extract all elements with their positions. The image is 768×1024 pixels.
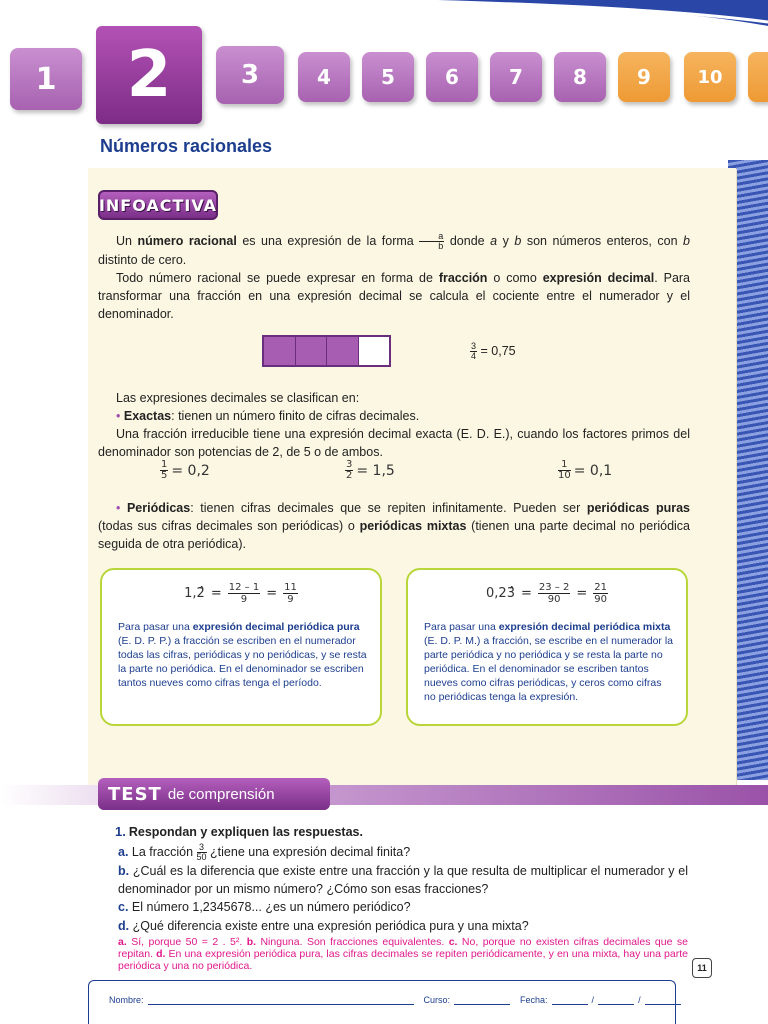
answers-block: a. Sí, porque 50 = 2 . 5². b. Ninguna. Son fracciones equivalentes. c. No, porque no existen cifras decimales que se repitan. d. En una expresión periódica pura, las cifras decimales se repiten periódicamente, y en una mixta, hay una parte periódica y una no periódica. (118, 936, 688, 972)
mixed-periodic-equation: 0,23̂ = $\frac{23 - 2}{90}$ = $\frac{21}{90}$ (486, 582, 607, 605)
pure-periodic-explanation: Para pasar una expresión decimal periódica pura (E. D. P. P.) a fracción se escriben en el numerador todas las cifras, periódicas y no periódicas, y se resta la parte no periódica. En el denominador se escriben tantos nueves como cifras tenga el período. (118, 621, 367, 689)
test-badge: TEST de comprensión (98, 778, 330, 810)
tab-chapter-6[interactable]: 6 (426, 52, 478, 102)
tab-chapter-1[interactable]: 1 (10, 48, 82, 110)
date-month-field[interactable] (598, 995, 634, 1005)
box-pure-periodic (100, 568, 382, 726)
tab-chapter-4[interactable]: 4 (298, 52, 350, 102)
question-1-title: 1. Respondan y expliquen las respuestas. (115, 824, 363, 839)
example-one-fifth: $\frac{1}{5}$ = 0,2 (161, 459, 210, 481)
tab-chapter-next-partial[interactable] (748, 52, 768, 102)
question-1d: d. ¿Qué diferencia existe entre una expresión periódica pura y una mixta? (118, 919, 529, 933)
course-field[interactable] (454, 995, 510, 1005)
paragraph-periodic: • Periódicas: tienen cifras decimales que se repiten infinitamente. Pueden ser periódicas puras (todas sus cifras decimales son periódicas) o periódicas mixtas (tienen una parte decimal no periódica seguida de otra periódica). (98, 501, 691, 551)
three-quarters-equation: $\frac{3}{4}$ = 0,75 (471, 341, 516, 361)
example-one-tenth: $\frac{1}{10}$ = 0,1 (558, 459, 613, 481)
pure-periodic-equation: 1,2̂ = $\frac{12 - 1}{9}$ = $\frac{11}{9}$ (184, 582, 297, 605)
tab-chapter-8[interactable]: 8 (554, 52, 606, 102)
tab-chapter-10[interactable]: 10 (684, 52, 736, 102)
course-label: Curso: (423, 995, 451, 1005)
student-info-footer (88, 980, 676, 1024)
chapter-title: Números racionales (100, 136, 273, 156)
mixed-periodic-explanation: Para pasar una expresión decimal periódica mixta (E. D. P. M.) a fracción, se escribe en el numerador la parte periódica y no periódica y se resta la parte no periódica. En el denominador se escriben tantos nueves como cifras periódicas, y ceros como cifras no periódicas tenga la expresión. (424, 621, 673, 703)
example-three-halves: $\frac{3}{2}$ = 1,5 (346, 459, 395, 481)
name-field[interactable] (148, 995, 414, 1005)
tab-chapter-7[interactable]: 7 (490, 52, 542, 102)
date-label: Fecha: (520, 995, 548, 1005)
date-separator: / (591, 995, 595, 1005)
question-1b: b. ¿Cuál es la diferencia que existe entre una fracción y la que resulta de multiplicar el numerador y el denominador por un mismo número? ¿Cómo son esas fracciones? (118, 864, 688, 896)
paragraph-classification: Las expresiones decimales se clasifican en: • Exactas: tienen un número finito de cifras decimales. Una fracción irreducible tiene una expresión decimal exacta (E. D. E.), cuando los factores primos del denominador son potencias de 2, de 5 o de ambos. (98, 391, 690, 459)
question-1a: a. La fracción $\frac{3}{50}$ ¿tiene una expresión decimal finita? (118, 842, 411, 863)
date-day-field[interactable] (552, 995, 588, 1005)
page-number: 11 (692, 958, 712, 978)
date-separator: / (638, 995, 641, 1005)
question-1c: c. El número 1,2345678... ¿es un número periódico? (118, 900, 411, 914)
tab-chapter-3[interactable]: 3 (216, 46, 284, 104)
fraction-a-over-b: $\frac{a}{b}$ (419, 232, 444, 251)
tab-chapter-5[interactable]: 5 (362, 52, 414, 102)
paragraph-rational-definition: Un número racional es una expresión de la forma $\frac{a}{b}$ donde a y b son números enteros, con b distinto de cero. (98, 231, 690, 268)
name-label: Nombre: (109, 995, 144, 1005)
date-year-field[interactable] (645, 995, 681, 1005)
tab-chapter-9[interactable]: 9 (618, 52, 670, 102)
three-quarters-bar-diagram (262, 335, 391, 367)
infoactiva-badge: INFOACTIVA (98, 190, 218, 220)
tab-chapter-2-active[interactable]: 2 (96, 26, 202, 124)
box-mixed-periodic (406, 568, 688, 726)
chapter-tabs (0, 0, 768, 130)
paragraph-fraction-decimal: Todo número racional se puede expresar en forma de fracción o como expresión decimal. Para transformar una fracción en una expresión decimal se calcula el cociente entre el numerador y el denominador. (98, 271, 691, 321)
